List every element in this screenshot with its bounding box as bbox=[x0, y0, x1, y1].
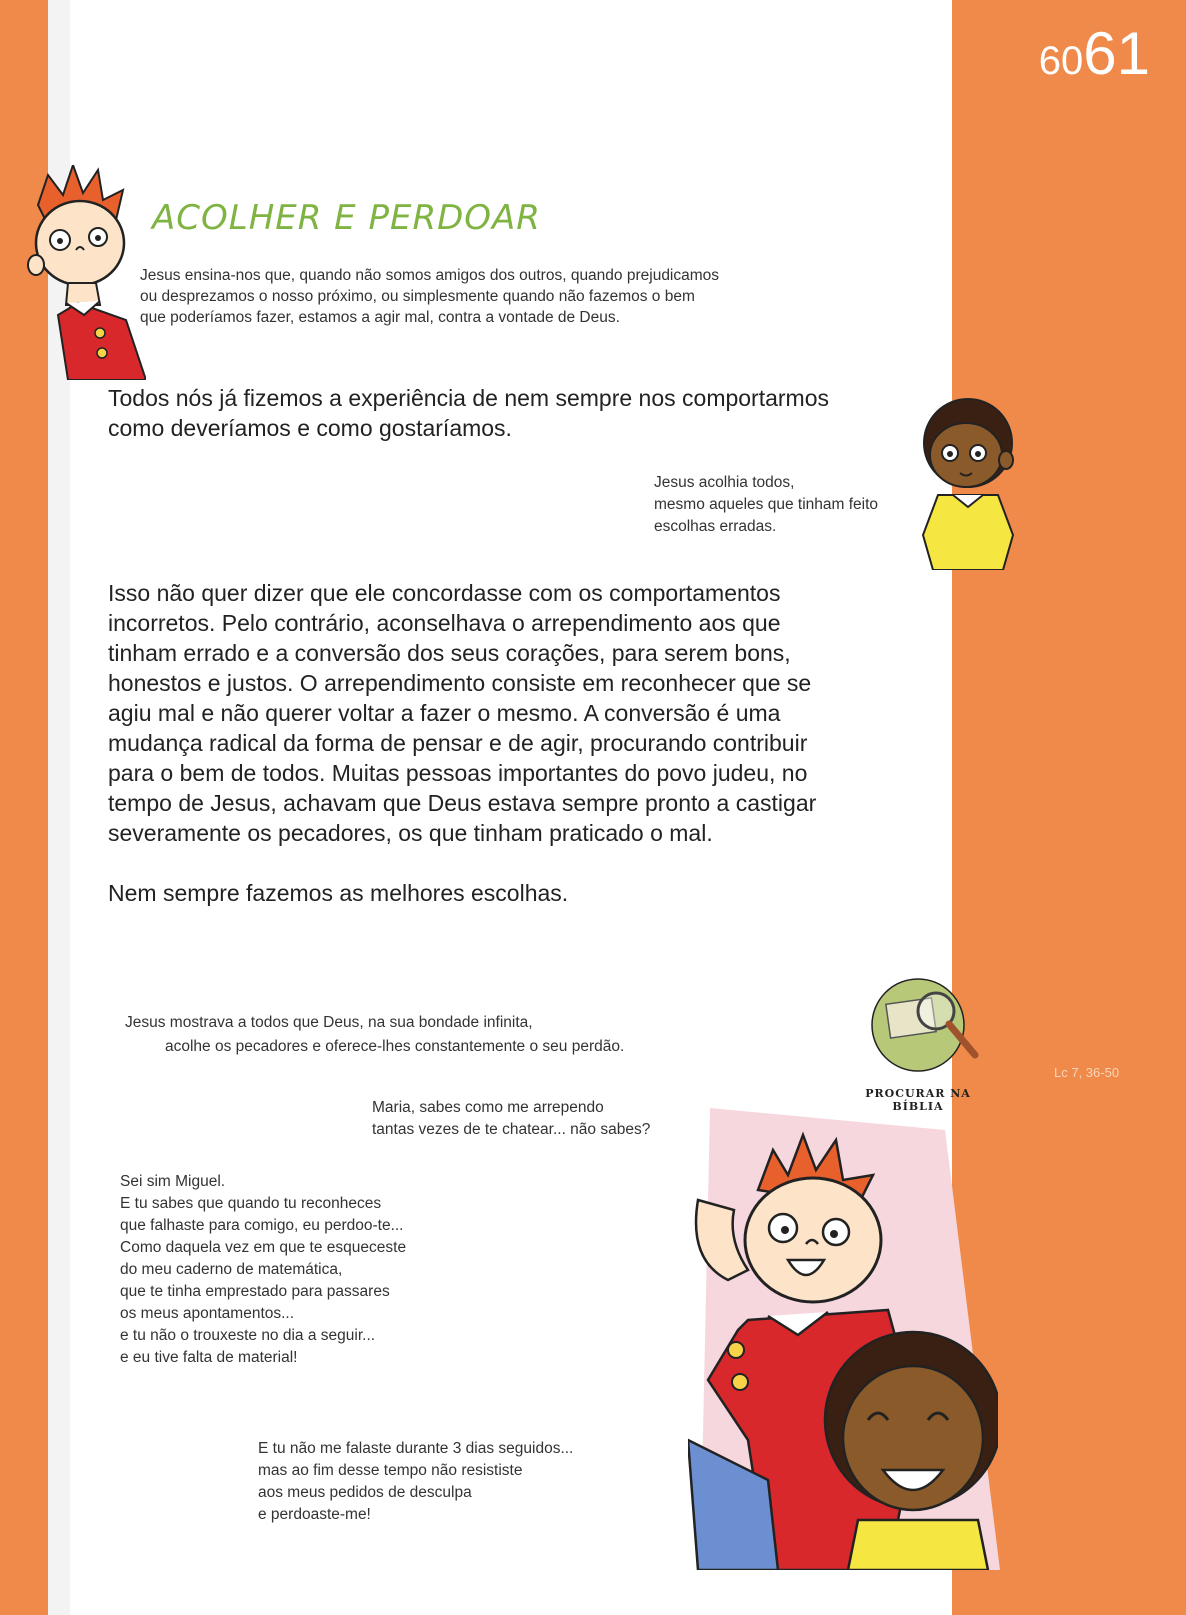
aside-line: mesmo aqueles que tinham feito bbox=[654, 496, 879, 513]
bondade-line-2: acolhe os pecadores e oferece-lhes constantemente o seu perdão. bbox=[165, 1038, 625, 1055]
paragraph-line: tempo de Jesus, achavam que Deus estava sempre pronto a castigar bbox=[108, 790, 817, 816]
speech-perdoaste-me bbox=[258, 1438, 638, 1526]
paragraph-line: Todos nós já fizemos a experiência de nem sempre nos comportarmos bbox=[108, 385, 830, 411]
speech-line: aos meus pedidos de desculpa bbox=[258, 1484, 472, 1501]
speech-line: mas ao fim desse tempo não resististe bbox=[258, 1462, 523, 1479]
paragraph-line: incorretos. Pelo contrário, aconselhava o arrependimento aos que bbox=[108, 610, 781, 636]
procurar-na-biblia-badge bbox=[850, 955, 990, 1085]
speech-line: e perdoaste-me! bbox=[258, 1506, 371, 1523]
speech-line: que te tinha emprestado para passares bbox=[120, 1283, 390, 1300]
aside-line: escolhas erradas. bbox=[654, 518, 777, 535]
speech-line: tantas vezes de te chatear... não sabes? bbox=[372, 1121, 651, 1138]
speech-line: e eu tive falta de material! bbox=[120, 1349, 298, 1366]
bondade-line-1: Jesus mostrava a todos que Deus, na sua bondade infinita, bbox=[125, 1014, 533, 1031]
paragraph-line: Isso não quer dizer que ele concordasse com os comportamentos bbox=[108, 580, 781, 606]
boy-character-illustration bbox=[18, 165, 146, 380]
miguel-and-maria-illustration bbox=[688, 1120, 998, 1570]
bible-reference: Lc 7, 36-50 bbox=[1054, 1065, 1120, 1080]
paragraph-choices: Nem sempre fazemos as melhores escolhas. bbox=[108, 880, 569, 906]
paragraph-conversion bbox=[108, 578, 920, 848]
speech-line: Como daquela vez em que te esqueceste bbox=[120, 1239, 407, 1256]
speech-line: os meus apontamentos... bbox=[120, 1305, 295, 1322]
paragraph-line: tinham errado e a conversão dos seus corações, para serem bons, bbox=[108, 640, 791, 666]
intro-text bbox=[140, 265, 860, 328]
speech-line: e tu não o trouxeste no dia a seguir... bbox=[120, 1327, 376, 1344]
page-number-current: 61 bbox=[1083, 20, 1150, 87]
speech-line: E tu não me falaste durante 3 dias seguidos... bbox=[258, 1440, 574, 1457]
speech-line: Sei sim Miguel. bbox=[120, 1173, 226, 1190]
speech-to-maria bbox=[372, 1097, 712, 1141]
speech-sei-sim-miguel bbox=[120, 1171, 500, 1369]
paragraph-line: honestos e justos. O arrependimento consiste em reconhecer que se bbox=[108, 670, 812, 696]
speech-line: Maria, sabes como me arrependo bbox=[372, 1099, 604, 1116]
paragraph-line: agiu mal e não querer voltar a fazer o mesmo. A conversão é uma bbox=[108, 700, 781, 726]
intro-line: Jesus ensina-nos que, quando não somos amigos dos outros, quando prejudicamos bbox=[140, 267, 720, 284]
section-title: ACOLHER E PERDOAR bbox=[152, 198, 541, 238]
aside-jesus-acolhia bbox=[654, 472, 934, 538]
badge-label: PROCURAR NA BÍBLIA bbox=[865, 1087, 971, 1113]
paragraph-line: como deveríamos e como gostaríamos. bbox=[108, 415, 512, 441]
intro-line: que poderíamos fazer, estamos a agir mal, contra a vontade de Deus. bbox=[140, 309, 620, 326]
speech-line: que falhaste para comigo, eu perdoo-te... bbox=[120, 1217, 404, 1234]
aside-line: Jesus acolhia todos, bbox=[654, 474, 795, 491]
speech-line: E tu sabes que quando tu reconheces bbox=[120, 1195, 382, 1212]
intro-line: ou desprezamos o nosso próximo, ou simplesmente quando não fazemos o bem bbox=[140, 288, 695, 305]
speech-line: do meu caderno de matemática, bbox=[120, 1261, 343, 1278]
paragraph-line: para o bem de todos. Muitas pessoas importantes do povo judeu, no bbox=[108, 760, 808, 786]
paragraph-line: mudança radical da forma de pensar e de agir, procurando contribuir bbox=[108, 730, 808, 756]
paragraph-experience bbox=[108, 383, 920, 443]
page-number-prev: 60 bbox=[1038, 39, 1084, 83]
page-number bbox=[1038, 20, 1150, 87]
paragraph-line: severamente os pecadores, os que tinham praticado o mal. bbox=[108, 820, 713, 846]
